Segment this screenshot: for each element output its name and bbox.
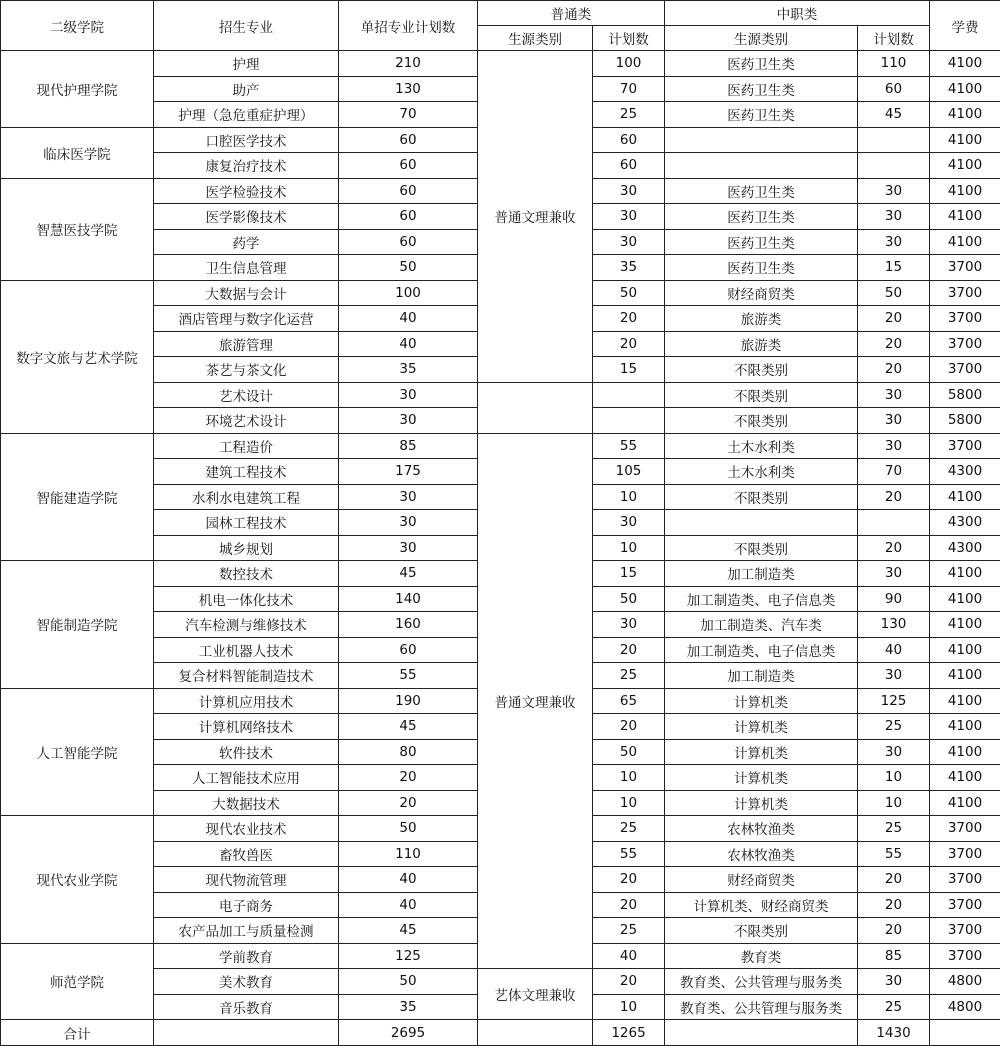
- fee-cell: 4100: [930, 714, 1000, 740]
- major-cell: 城乡规划: [154, 535, 339, 561]
- table-header: [1, 1, 1000, 51]
- vocational-source-cell: 计算机类: [665, 765, 858, 791]
- college-cell: 数字文旅与艺术学院: [1, 280, 154, 433]
- vocational-source-cell: 农林牧渔类: [665, 816, 858, 842]
- major-cell: 软件技术: [154, 739, 339, 765]
- general-source-cell: [478, 382, 593, 433]
- fee-cell: 4100: [930, 102, 1000, 128]
- fee-cell: 4100: [930, 637, 1000, 663]
- vocational-source-cell: 教育类、公共管理与服务类: [665, 969, 858, 995]
- header-fee: 学费: [930, 1, 1000, 51]
- general-count-cell: 35: [593, 255, 665, 281]
- vocational-count-cell: 25: [858, 994, 930, 1020]
- plan-cell: 70: [339, 102, 478, 128]
- vocational-count-cell: 50: [858, 280, 930, 306]
- major-cell: 护理（急危重症护理）: [154, 102, 339, 128]
- fee-cell: 4100: [930, 229, 1000, 255]
- vocational-count-cell: 30: [858, 433, 930, 459]
- vocational-count-cell: 30: [858, 408, 930, 434]
- vocational-source-cell: 不限类别: [665, 918, 858, 944]
- vocational-count-cell: 85: [858, 943, 930, 969]
- vocational-count-cell: 55: [858, 841, 930, 867]
- general-count-cell: 50: [593, 739, 665, 765]
- vocational-source-cell: 不限类别: [665, 484, 858, 510]
- header-major: 招生专业: [154, 1, 339, 51]
- plan-cell: 210: [339, 51, 478, 77]
- vocational-count-cell: 20: [858, 306, 930, 332]
- vocational-count-cell: 25: [858, 714, 930, 740]
- vocational-count-cell: 25: [858, 816, 930, 842]
- major-cell: 旅游管理: [154, 331, 339, 357]
- general-count-cell: 25: [593, 816, 665, 842]
- fee-cell: 4100: [930, 739, 1000, 765]
- header-plan: 单招专业计划数: [339, 1, 478, 51]
- vocational-count-cell: 40: [858, 637, 930, 663]
- vocational-count-cell: 10: [858, 765, 930, 791]
- plan-cell: 45: [339, 561, 478, 587]
- vocational-source-cell: 医药卫生类: [665, 102, 858, 128]
- general-count-cell: [593, 408, 665, 434]
- vocational-count-cell: 15: [858, 255, 930, 281]
- plan-cell: 140: [339, 586, 478, 612]
- college-cell: 现代农业学院: [1, 816, 154, 944]
- major-cell: 农产品加工与质量检测: [154, 918, 339, 944]
- major-cell: 医学检验技术: [154, 178, 339, 204]
- major-cell: 康复治疗技术: [154, 153, 339, 179]
- total-general-source-cell: [478, 1020, 593, 1046]
- fee-cell: 3700: [930, 255, 1000, 281]
- vocational-count-cell: 110: [858, 51, 930, 77]
- major-cell: 水利水电建筑工程: [154, 484, 339, 510]
- fee-cell: 4300: [930, 535, 1000, 561]
- major-cell: 机电一体化技术: [154, 586, 339, 612]
- fee-cell: 3700: [930, 918, 1000, 944]
- fee-cell: 3700: [930, 867, 1000, 893]
- vocational-count-cell: 30: [858, 382, 930, 408]
- fee-cell: 3700: [930, 331, 1000, 357]
- header-row: [1, 1, 1000, 26]
- vocational-source-cell: 不限类别: [665, 535, 858, 561]
- major-cell: 现代物流管理: [154, 867, 339, 893]
- general-count-cell: 30: [593, 229, 665, 255]
- plan-cell: 130: [339, 76, 478, 102]
- general-source-cell: 艺体文理兼收: [478, 969, 593, 1020]
- vocational-count-cell: 60: [858, 76, 930, 102]
- major-cell: 建筑工程技术: [154, 459, 339, 485]
- major-cell: 护理: [154, 51, 339, 77]
- plan-cell: 30: [339, 510, 478, 536]
- college-cell: 智能制造学院: [1, 561, 154, 689]
- general-count-cell: 25: [593, 102, 665, 128]
- general-count-cell: 30: [593, 204, 665, 230]
- general-count-cell: 60: [593, 153, 665, 179]
- vocational-count-cell: 20: [858, 484, 930, 510]
- vocational-count-cell: [858, 153, 930, 179]
- major-cell: 艺术设计: [154, 382, 339, 408]
- plan-cell: 35: [339, 357, 478, 383]
- major-cell: 美术教育: [154, 969, 339, 995]
- vocational-source-cell: 计算机类: [665, 790, 858, 816]
- plan-cell: 175: [339, 459, 478, 485]
- major-cell: 医学影像技术: [154, 204, 339, 230]
- fee-cell: 4800: [930, 969, 1000, 995]
- vocational-source-cell: [665, 153, 858, 179]
- plan-cell: 35: [339, 994, 478, 1020]
- major-cell: 现代农业技术: [154, 816, 339, 842]
- general-count-cell: 55: [593, 841, 665, 867]
- plan-cell: 125: [339, 943, 478, 969]
- vocational-source-cell: 不限类别: [665, 357, 858, 383]
- plan-cell: 85: [339, 433, 478, 459]
- vocational-count-cell: 20: [858, 331, 930, 357]
- total-row: [1, 1020, 1000, 1046]
- major-cell: 复合材料智能制造技术: [154, 663, 339, 689]
- vocational-count-cell: [858, 510, 930, 536]
- fee-cell: 4100: [930, 76, 1000, 102]
- total-vocational-count: 1430: [858, 1020, 930, 1046]
- fee-cell: 4300: [930, 459, 1000, 485]
- vocational-source-cell: 教育类、公共管理与服务类: [665, 994, 858, 1020]
- vocational-source-cell: [665, 127, 858, 153]
- plan-cell: 55: [339, 663, 478, 689]
- fee-cell: 4100: [930, 688, 1000, 714]
- vocational-source-cell: [665, 510, 858, 536]
- plan-cell: 30: [339, 484, 478, 510]
- general-count-cell: 20: [593, 892, 665, 918]
- general-count-cell: 50: [593, 586, 665, 612]
- general-count-cell: 20: [593, 867, 665, 893]
- vocational-source-cell: 医药卫生类: [665, 51, 858, 77]
- plan-cell: 190: [339, 688, 478, 714]
- plan-cell: 30: [339, 408, 478, 434]
- vocational-source-cell: 医药卫生类: [665, 204, 858, 230]
- header-vocational: 中职类: [665, 1, 930, 26]
- vocational-count-cell: 45: [858, 102, 930, 128]
- major-cell: 工程造价: [154, 433, 339, 459]
- vocational-source-cell: 加工制造类、电子信息类: [665, 586, 858, 612]
- major-cell: 音乐教育: [154, 994, 339, 1020]
- major-cell: 卫生信息管理: [154, 255, 339, 281]
- table-row: [1, 51, 1000, 77]
- vocational-count-cell: 20: [858, 357, 930, 383]
- general-count-cell: 30: [593, 612, 665, 638]
- general-count-cell: 105: [593, 459, 665, 485]
- total-vocational-source-cell: [665, 1020, 858, 1046]
- fee-cell: 4100: [930, 561, 1000, 587]
- total-major-cell: [154, 1020, 339, 1046]
- general-source-cell: 普通文理兼收: [478, 51, 593, 383]
- major-cell: 学前教育: [154, 943, 339, 969]
- general-count-cell: 10: [593, 994, 665, 1020]
- vocational-source-cell: 医药卫生类: [665, 229, 858, 255]
- vocational-count-cell: 20: [858, 918, 930, 944]
- vocational-source-cell: 计算机类、财经商贸类: [665, 892, 858, 918]
- general-count-cell: 20: [593, 331, 665, 357]
- vocational-count-cell: 30: [858, 178, 930, 204]
- vocational-count-cell: 30: [858, 969, 930, 995]
- vocational-source-cell: 土木水利类: [665, 433, 858, 459]
- vocational-count-cell: 30: [858, 739, 930, 765]
- general-count-cell: 20: [593, 306, 665, 332]
- plan-cell: 60: [339, 178, 478, 204]
- vocational-count-cell: 125: [858, 688, 930, 714]
- major-cell: 口腔医学技术: [154, 127, 339, 153]
- college-cell: 智能建造学院: [1, 433, 154, 561]
- general-count-cell: [593, 382, 665, 408]
- major-cell: 茶艺与茶文化: [154, 357, 339, 383]
- fee-cell: 3700: [930, 841, 1000, 867]
- major-cell: 环境艺术设计: [154, 408, 339, 434]
- general-count-cell: 10: [593, 765, 665, 791]
- vocational-source-cell: 医药卫生类: [665, 178, 858, 204]
- vocational-source-cell: 农林牧渔类: [665, 841, 858, 867]
- major-cell: 药学: [154, 229, 339, 255]
- header-vocational-source: 生源类别: [665, 26, 858, 51]
- fee-cell: 4100: [930, 765, 1000, 791]
- fee-cell: 4300: [930, 510, 1000, 536]
- fee-cell: 5800: [930, 408, 1000, 434]
- major-cell: 工业机器人技术: [154, 637, 339, 663]
- vocational-count-cell: 30: [858, 663, 930, 689]
- vocational-count-cell: 90: [858, 586, 930, 612]
- vocational-count-cell: 30: [858, 204, 930, 230]
- plan-cell: 45: [339, 714, 478, 740]
- general-count-cell: 55: [593, 433, 665, 459]
- fee-cell: 4100: [930, 153, 1000, 179]
- college-cell: 现代护理学院: [1, 51, 154, 128]
- general-count-cell: 15: [593, 561, 665, 587]
- fee-cell: 4100: [930, 586, 1000, 612]
- plan-cell: 40: [339, 867, 478, 893]
- general-count-cell: 40: [593, 943, 665, 969]
- major-cell: 畜牧兽医: [154, 841, 339, 867]
- college-cell: 师范学院: [1, 943, 154, 1020]
- vocational-source-cell: 计算机类: [665, 739, 858, 765]
- major-cell: 电子商务: [154, 892, 339, 918]
- fee-cell: 4100: [930, 790, 1000, 816]
- fee-cell: 3700: [930, 357, 1000, 383]
- major-cell: 计算机网络技术: [154, 714, 339, 740]
- general-count-cell: 20: [593, 714, 665, 740]
- general-count-cell: 25: [593, 663, 665, 689]
- general-count-cell: 60: [593, 127, 665, 153]
- vocational-source-cell: 加工制造类: [665, 663, 858, 689]
- fee-cell: 4100: [930, 612, 1000, 638]
- general-count-cell: 10: [593, 484, 665, 510]
- college-cell: 人工智能学院: [1, 688, 154, 816]
- general-count-cell: 70: [593, 76, 665, 102]
- plan-cell: 30: [339, 535, 478, 561]
- major-cell: 数控技术: [154, 561, 339, 587]
- plan-cell: 160: [339, 612, 478, 638]
- fee-cell: 4800: [930, 994, 1000, 1020]
- header-vocational-count: 计划数: [858, 26, 930, 51]
- fee-cell: 3700: [930, 306, 1000, 332]
- vocational-source-cell: 计算机类: [665, 688, 858, 714]
- fee-cell: 4100: [930, 178, 1000, 204]
- plan-cell: 30: [339, 382, 478, 408]
- fee-cell: 4100: [930, 127, 1000, 153]
- fee-cell: 5800: [930, 382, 1000, 408]
- plan-cell: 50: [339, 255, 478, 281]
- general-count-cell: 10: [593, 790, 665, 816]
- vocational-count-cell: 30: [858, 561, 930, 587]
- total-label: 合计: [1, 1020, 154, 1046]
- vocational-source-cell: 计算机类: [665, 714, 858, 740]
- fee-cell: 3700: [930, 892, 1000, 918]
- plan-cell: 60: [339, 204, 478, 230]
- plan-cell: 60: [339, 153, 478, 179]
- plan-cell: 50: [339, 969, 478, 995]
- major-cell: 人工智能技术应用: [154, 765, 339, 791]
- header-general: 普通类: [478, 1, 665, 26]
- vocational-count-cell: 20: [858, 867, 930, 893]
- general-count-cell: 15: [593, 357, 665, 383]
- vocational-count-cell: 130: [858, 612, 930, 638]
- plan-cell: 40: [339, 306, 478, 332]
- general-count-cell: 20: [593, 969, 665, 995]
- fee-cell: 3700: [930, 433, 1000, 459]
- plan-cell: 40: [339, 892, 478, 918]
- vocational-count-cell: 20: [858, 535, 930, 561]
- major-cell: 汽车检测与维修技术: [154, 612, 339, 638]
- vocational-count-cell: 20: [858, 892, 930, 918]
- plan-cell: 40: [339, 331, 478, 357]
- vocational-source-cell: 加工制造类: [665, 561, 858, 587]
- major-cell: 助产: [154, 76, 339, 102]
- fee-cell: 4100: [930, 484, 1000, 510]
- vocational-source-cell: 旅游类: [665, 306, 858, 332]
- fee-cell: 4100: [930, 204, 1000, 230]
- plan-cell: 50: [339, 816, 478, 842]
- major-cell: 酒店管理与数字化运营: [154, 306, 339, 332]
- plan-cell: 100: [339, 280, 478, 306]
- total-plan: 2695: [339, 1020, 478, 1046]
- general-count-cell: 100: [593, 51, 665, 77]
- vocational-source-cell: 加工制造类、电子信息类: [665, 637, 858, 663]
- general-count-cell: 10: [593, 535, 665, 561]
- fee-cell: 3700: [930, 816, 1000, 842]
- major-cell: 园林工程技术: [154, 510, 339, 536]
- vocational-source-cell: 不限类别: [665, 408, 858, 434]
- college-cell: 临床医学院: [1, 127, 154, 178]
- major-cell: 大数据与会计: [154, 280, 339, 306]
- plan-cell: 45: [339, 918, 478, 944]
- total-general-count: 1265: [593, 1020, 665, 1046]
- header-college: 二级学院: [1, 1, 154, 51]
- vocational-count-cell: 10: [858, 790, 930, 816]
- major-cell: 计算机应用技术: [154, 688, 339, 714]
- vocational-source-cell: 加工制造类、汽车类: [665, 612, 858, 638]
- college-cell: 智慧医技学院: [1, 178, 154, 280]
- vocational-source-cell: 财经商贸类: [665, 867, 858, 893]
- major-cell: 大数据技术: [154, 790, 339, 816]
- general-count-cell: 65: [593, 688, 665, 714]
- vocational-count-cell: 30: [858, 229, 930, 255]
- plan-cell: 80: [339, 739, 478, 765]
- table-row: [1, 433, 1000, 459]
- total-fee-cell: [930, 1020, 1000, 1046]
- plan-cell: 60: [339, 229, 478, 255]
- header-general-source: 生源类别: [478, 26, 593, 51]
- general-source-cell: 普通文理兼收: [478, 433, 593, 969]
- fee-cell: 3700: [930, 943, 1000, 969]
- general-count-cell: 20: [593, 637, 665, 663]
- vocational-source-cell: 医药卫生类: [665, 76, 858, 102]
- fee-cell: 4100: [930, 663, 1000, 689]
- vocational-source-cell: 医药卫生类: [665, 255, 858, 281]
- plan-cell: 110: [339, 841, 478, 867]
- vocational-count-cell: 70: [858, 459, 930, 485]
- plan-cell: 20: [339, 790, 478, 816]
- general-count-cell: 30: [593, 178, 665, 204]
- vocational-source-cell: 土木水利类: [665, 459, 858, 485]
- vocational-source-cell: 教育类: [665, 943, 858, 969]
- plan-cell: 20: [339, 765, 478, 791]
- fee-cell: 4100: [930, 51, 1000, 77]
- vocational-source-cell: 财经商贸类: [665, 280, 858, 306]
- table-body: [1, 51, 1000, 1020]
- general-count-cell: 25: [593, 918, 665, 944]
- vocational-source-cell: 旅游类: [665, 331, 858, 357]
- general-count-cell: 30: [593, 510, 665, 536]
- fee-cell: 3700: [930, 280, 1000, 306]
- vocational-source-cell: 不限类别: [665, 382, 858, 408]
- header-general-count: 计划数: [593, 26, 665, 51]
- vocational-count-cell: [858, 127, 930, 153]
- general-count-cell: 50: [593, 280, 665, 306]
- plan-cell: 60: [339, 127, 478, 153]
- plan-cell: 60: [339, 637, 478, 663]
